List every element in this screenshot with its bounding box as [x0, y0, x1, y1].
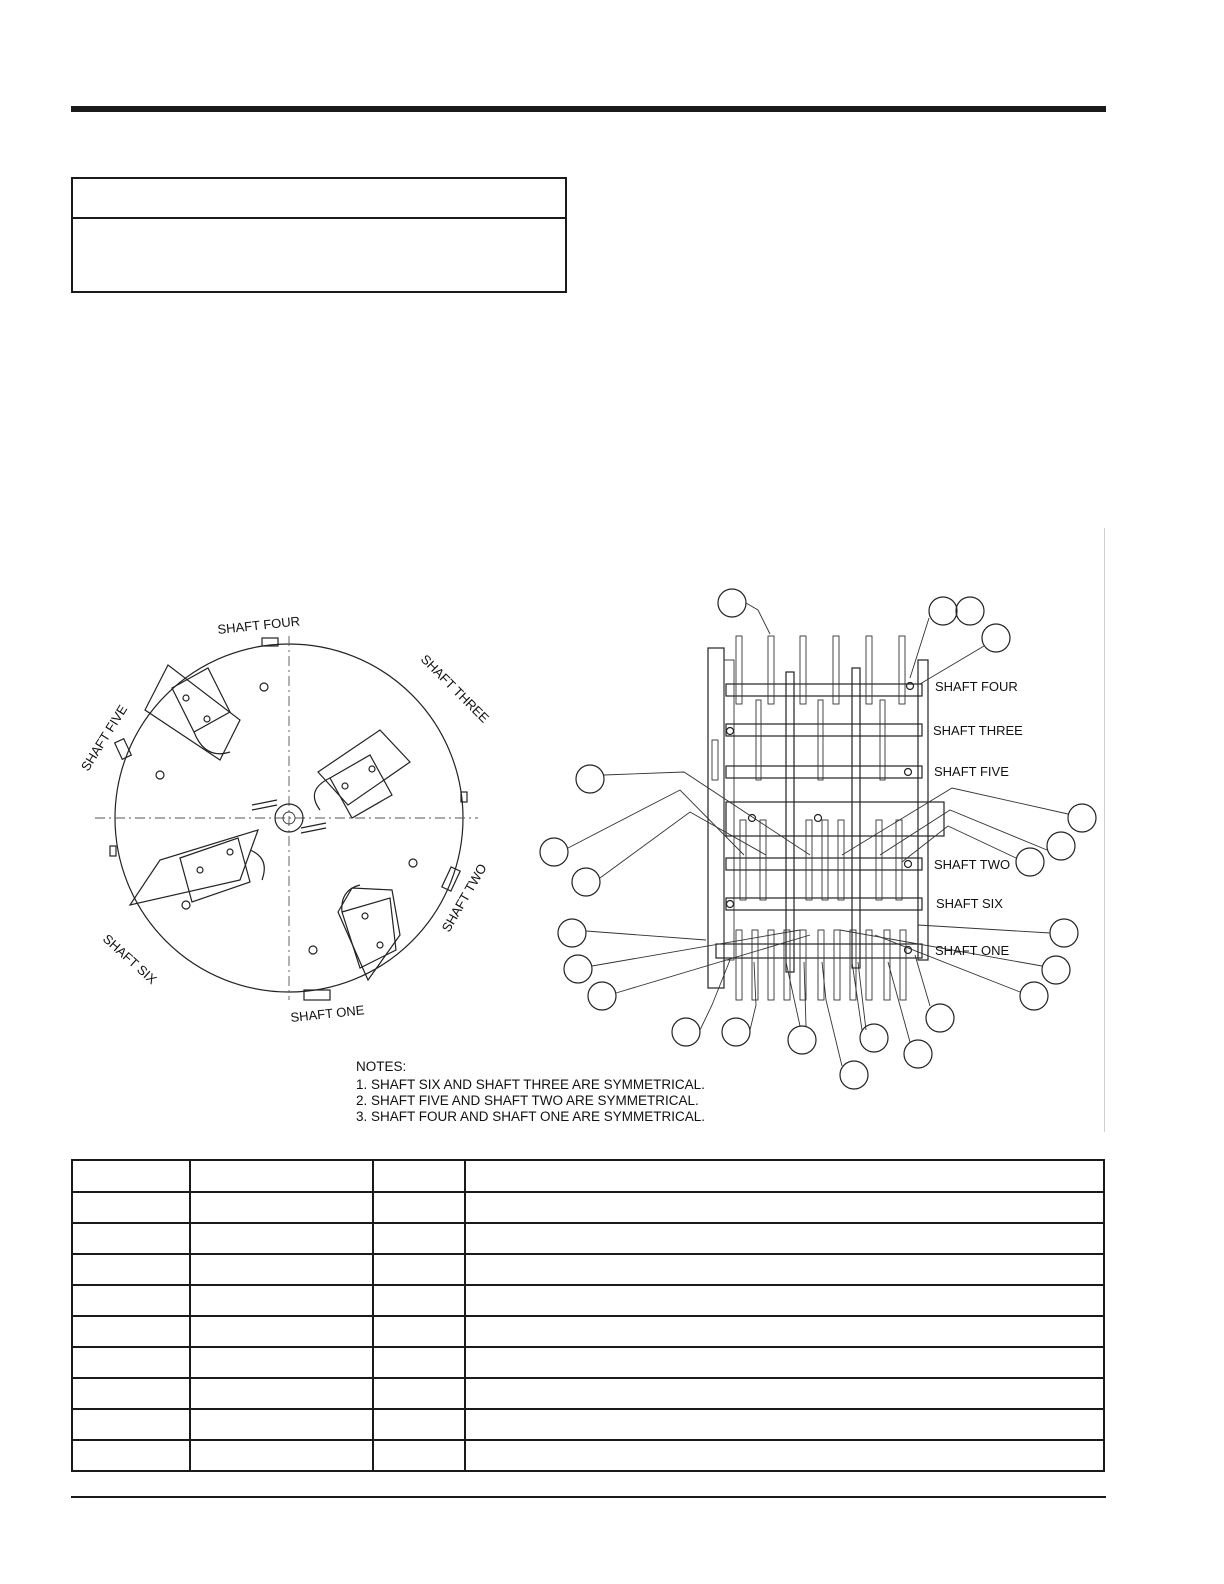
- shaft-bar-one: [716, 944, 922, 958]
- table-cell: [72, 1160, 190, 1192]
- left-label-shaft-two: SHAFT TWO: [438, 861, 490, 935]
- middle-teeth: [740, 820, 902, 900]
- table-cell: [72, 1316, 190, 1347]
- table-cell: [72, 1347, 190, 1378]
- shaft-bar-center: [726, 802, 944, 836]
- table-cell: [190, 1285, 373, 1316]
- shaft-bar-four: [726, 684, 922, 696]
- table-cell: [190, 1223, 373, 1254]
- table-cell: [373, 1409, 465, 1440]
- table-cell: [465, 1409, 1104, 1440]
- table-cell: [465, 1254, 1104, 1285]
- parts-table: [71, 1159, 1105, 1472]
- right-label-shaft-one: SHAFT ONE: [935, 943, 1010, 958]
- table-row: [72, 1285, 1104, 1316]
- table-cell: [72, 1440, 190, 1471]
- left-label-shaft-four: SHAFT FOUR: [216, 613, 301, 637]
- table-cell: [190, 1316, 373, 1347]
- table-cell: [72, 1409, 190, 1440]
- shaft-bar-three: [726, 724, 922, 736]
- diagram-notes: [356, 1059, 705, 1124]
- table-row: [72, 1223, 1104, 1254]
- left-label-shaft-one: SHAFT ONE: [289, 1002, 366, 1025]
- left-label-shaft-five: SHAFT FIVE: [77, 702, 131, 774]
- table-row: [72, 1254, 1104, 1285]
- table-cell: [190, 1254, 373, 1285]
- right-label-shaft-four: SHAFT FOUR: [935, 679, 1018, 694]
- table-cell: [190, 1347, 373, 1378]
- table-cell: [465, 1347, 1104, 1378]
- table-cell: [465, 1378, 1104, 1409]
- table-row: [72, 1316, 1104, 1347]
- table-cell: [373, 1316, 465, 1347]
- table-cell: [373, 1254, 465, 1285]
- left-label-shaft-three: SHAFT THREE: [417, 651, 493, 726]
- right-label-shaft-three: SHAFT THREE: [933, 723, 1023, 738]
- table-cell: [465, 1285, 1104, 1316]
- table-cell: [190, 1160, 373, 1192]
- shaft-bar-two: [726, 858, 922, 870]
- table-cell: [72, 1285, 190, 1316]
- bottom-teeth: [736, 930, 906, 1000]
- table-cell: [465, 1223, 1104, 1254]
- table-cell: [72, 1378, 190, 1409]
- table-cell: [72, 1254, 190, 1285]
- note-item: 3. SHAFT FOUR AND SHAFT ONE ARE SYMMETRICAL.: [356, 1109, 706, 1124]
- frame-plate-left: [708, 648, 724, 988]
- notes-heading: NOTES:: [356, 1059, 407, 1074]
- table-cell: [190, 1409, 373, 1440]
- table-cell: [373, 1347, 465, 1378]
- bottom-rule: [71, 1496, 1106, 1498]
- table-cell: [190, 1440, 373, 1471]
- table-cell: [465, 1440, 1104, 1471]
- left-label-shaft-six: SHAFT SIX: [99, 931, 160, 988]
- left-view-plate: [78, 613, 492, 1025]
- table-cell: [373, 1440, 465, 1471]
- table-cell: [72, 1223, 190, 1254]
- right-view-stack: [540, 589, 1096, 1089]
- table-cell: [373, 1160, 465, 1192]
- right-label-shaft-five: SHAFT FIVE: [934, 764, 1009, 779]
- blade-arm-five: [145, 665, 240, 760]
- right-label-shaft-two: SHAFT TWO: [934, 857, 1011, 872]
- table-cell: [373, 1285, 465, 1316]
- table-cell: [72, 1192, 190, 1223]
- right-label-shaft-six: SHAFT SIX: [936, 896, 1003, 911]
- table-cell: [465, 1160, 1104, 1192]
- table-cell: [190, 1378, 373, 1409]
- frame-plate-right: [918, 660, 928, 960]
- table-cell: [465, 1316, 1104, 1347]
- table-cell: [373, 1192, 465, 1223]
- table-cell: [190, 1192, 373, 1223]
- table-row: [72, 1160, 1104, 1192]
- table-row: [72, 1347, 1104, 1378]
- table-row: [72, 1192, 1104, 1223]
- note-item: 1. SHAFT SIX AND SHAFT THREE ARE SYMMETRICAL.: [356, 1077, 705, 1092]
- callout-balloons: [540, 589, 1096, 1089]
- table-row: [72, 1440, 1104, 1471]
- note-item: 2. SHAFT FIVE AND SHAFT TWO ARE SYMMETRICAL.: [356, 1093, 699, 1108]
- table-cell: [373, 1378, 465, 1409]
- table-row: [72, 1378, 1104, 1409]
- hub-tab: [252, 800, 277, 805]
- table-row: [72, 1409, 1104, 1440]
- blade-arm-three: [318, 730, 410, 805]
- table-cell: [465, 1192, 1104, 1223]
- table-cell: [373, 1223, 465, 1254]
- top-teeth: [736, 636, 905, 704]
- shaft-bar-five: [726, 766, 922, 778]
